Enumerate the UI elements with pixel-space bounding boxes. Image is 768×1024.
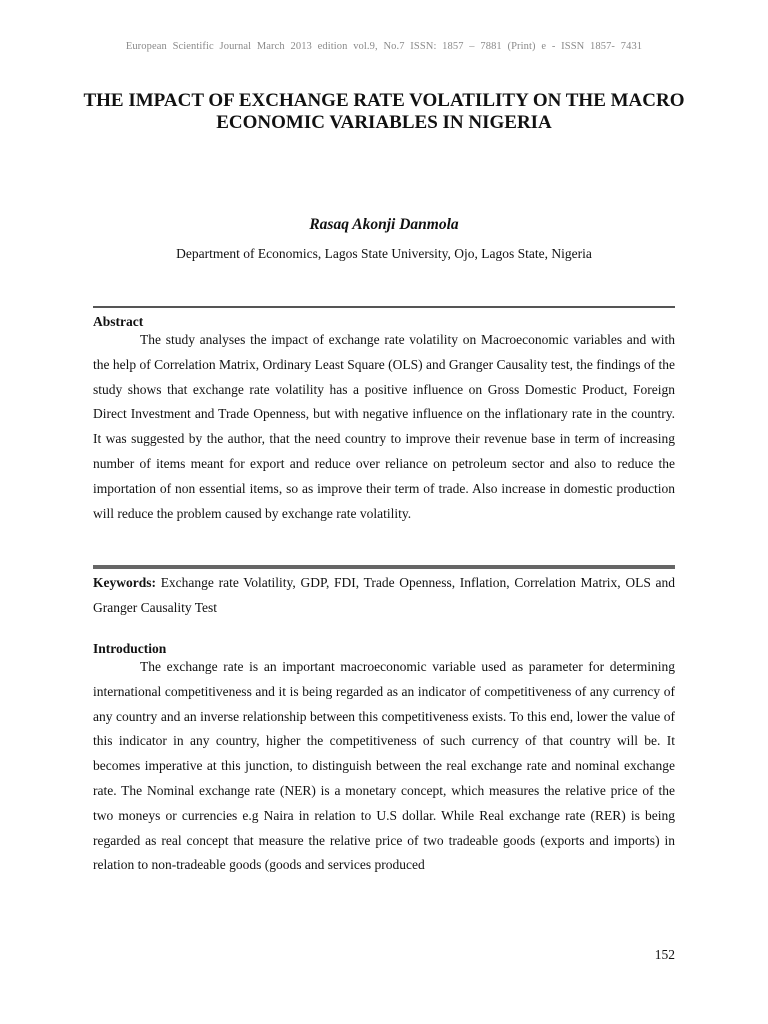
author-name: Rasaq Akonji Danmola [309,216,459,233]
keywords-label: Keywords: [93,575,156,590]
abstract-heading: Abstract [93,314,144,329]
abstract-text: The study analyses the impact of exchange rate volatility on Macroeconomic variables and with the help of Correlation Matrix, Ordinary Least Square (OLS) and Granger Causality test, the findings of the study shows that exchange rate volatility has a positive influence on Gross Domestic Product, Foreign Direct Investment and Trade Openness, but with negative influence on the inflationary rate in the country. It was suggested by the author, that the need country to improve their revenue base in term of increasing number of items meant for export and reduce over reliance on petroleum sector and also to reduce the importation of non essential items, so as improve their term of trade. Also increase in domestic production will reduce the problem caused by exchange rate volatility. [93,332,675,521]
introduction-heading: Introduction [93,641,167,656]
author-affiliation: Department of Economics, Lagos State University, Ojo, Lagos State, Nigeria [176,246,592,261]
page-number: 152 [654,947,675,962]
keywords-block [93,570,675,620]
paper-title: THE IMPACT OF EXCHANGE RATE VOLATILITY ON THE MACRO ECONOMIC VARIABLES IN NIGERIA [83,90,685,133]
keywords-text: Exchange rate Volatility, GDP, FDI, Trade Openness, Inflation, Correlation Matrix, OLS and Granger Causality Test [93,575,675,615]
keywords-rule [93,565,675,569]
introduction-text: The exchange rate is an important macroeconomic variable used as parameter for determining international competitiveness and it is being regarded as an indicator of competitiveness of any currency of any country and an inverse relationship between this competitiveness exists. To this end, lower the value of this indicator in any country, higher the competitiveness of such currency of that country will be. It becomes imperative at this junction, to distinguish between the real exchange rate and nominal exchange rate. The Nominal exchange rate (NER) is a monetary concept, which measures the relative price of the two moneys or currencies e.g Naira in relation to U.S dollar. While Real exchange rate (RER) is being regarded as real concept that measure the relative price of two tradeable goods (exports and imports) in relation to non-tradeable goods (goods and services produced [93,659,675,873]
running-header: European Scientific Journal March 2013 edition vol.9, No.7 ISSN: 1857 – 7881 (Print) e - ISSN 1857- 7431 [125,41,643,52]
abstract-top-rule [93,306,675,308]
